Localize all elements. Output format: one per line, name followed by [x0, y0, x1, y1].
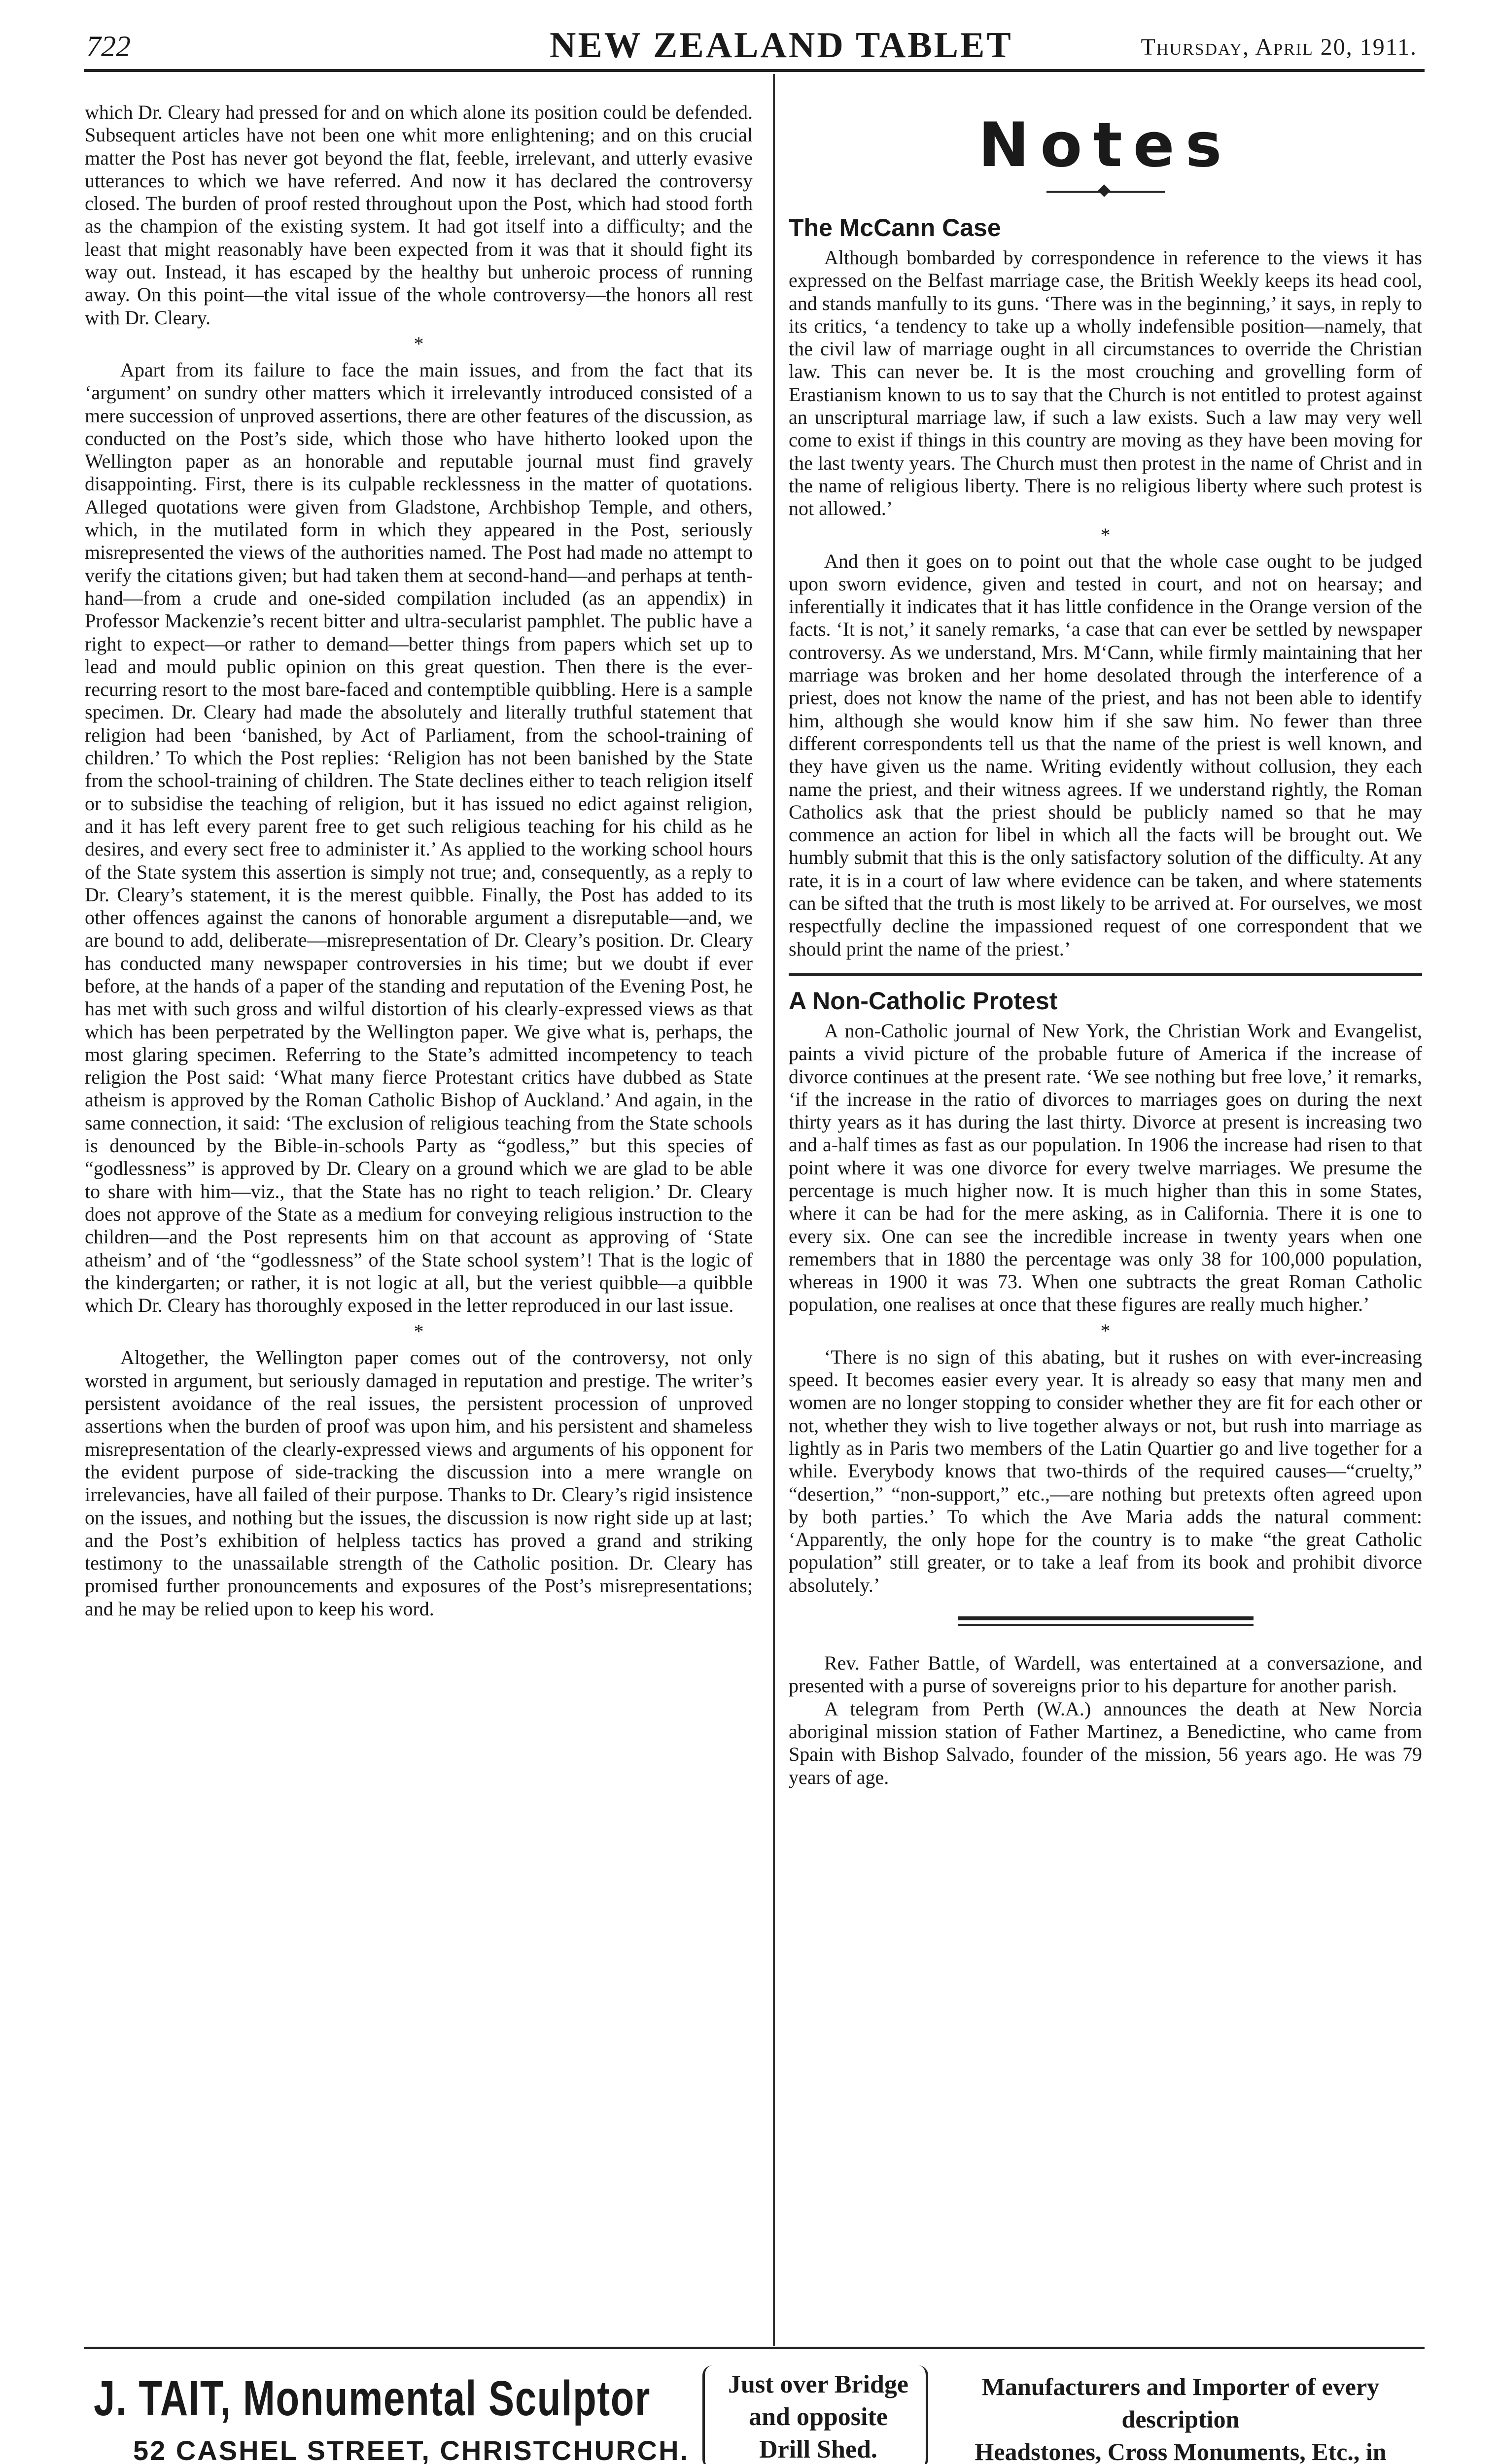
left-column	[85, 101, 753, 1620]
issue-date: Thursday, April 20, 1911.	[1141, 34, 1417, 60]
ad-description-line: Manufacturers and Importer of every description	[981, 2373, 1380, 2433]
page-header	[86, 20, 1417, 74]
ad-address: 52 CASHEL STREET, CHRISTCHURCH.	[133, 2435, 690, 2464]
section-heading-protest: A Non-Catholic Protest	[789, 987, 1058, 1015]
ad-location-line: and opposite	[749, 2403, 888, 2431]
right-brace	[917, 2365, 928, 2464]
header-rule	[84, 69, 1425, 72]
section-asterisk: *	[414, 332, 424, 355]
advertisement-rule	[84, 2347, 1425, 2349]
title-ornament	[1046, 186, 1165, 196]
ad-location	[720, 2368, 917, 2464]
section-rule	[789, 973, 1422, 976]
mccann-paragraph-2: And then it goes on to point out that the whole case ought to be judged upon sworn evidence, given and tested in court, and not on hearsay; and inferentially it indicates that it has little confidence in the Orange version of the facts. ‘It is not,’ it sanely remarks, ‘a case that can ever be settled by newspaper controversy. As we understand, Mrs. M‘Cann, while firmly maintaining that her marriage was broken and her home desolated through the interference of a priest, does not know the name of the priest, and has not been able to identify him, although she would know him if she saw him. No fewer than three different correspondents tell us that the name of the priest is well known, and they have given us the name. Writing evidently without collusion, they each name the priest, and their witness agrees. If we understand rightly, the Roman Catholics ask that the priest should be publicly named so that he may commence an action for libel in which all the facts will be brought out. We humbly submit that this is the only satisfactory solution of the difficulty. At any rate, it is in a court of law where evidence can be taken, and where statements can be sifted that the truth is most likely to be arrived at. For ourselves, we most respectfully decline the impassioned request of one correspondent that we should print the name of the priest.’	[789, 549, 1422, 960]
ad-description	[937, 2370, 1425, 2464]
ad-location-line: Drill Shed.	[759, 2435, 877, 2464]
left-paragraph-2: Apart from its failure to face the main issues, and from the fact that its ‘argument’ on sundry other matters which it irrelevantly introduced consisted of a mere succession of unproved assertions, there are other features of the discussion, as conducted on the Post’s side, which those who have hitherto looked upon the Wellington paper as an honorable and reputable journal must find gravely disappointing. First, there is its culpable recklessness in the matter of quotations. Alleged quotations were given from Gladstone, Archbishop Temple, and others, which, in the mutilated form in which they appeared in the Post, seriously misrepresented the views of the authorities named. The Post had made no attempt to verify the citations given; but had taken them at second-hand—and perhaps at tenth-hand—from a crude and one-sided compilation included (as an appendix) in Professor Mackenzie’s recent bitter and ultra-secularist pamphlet. The public have a right to expect—or rather to demand—better things from papers which set up to lead and mould public opinion on this great question. Then there is the ever-recurring resort to the most bare-faced and contemptible quibbling. Here is a sample specimen. Dr. Cleary had made the absolutely and literally truthful statement that religion had been ‘banished, by Act of Parliament, from the school-training of children.’ To which the Post replies: ‘Religion has not been banished by the State from the school-training of children. The State declines either to teach religion itself or to subsidise the teaching of religion, but it has issued no edict against religion, and it has left every parent free to get such religious teaching for his child as he desires, and every sect free to administer it.’ As applied to the working school hours of the State system this assertion is simply not true; and, consequently, as a reply to Dr. Cleary’s statement, it is the merest quibble. Finally, the Post has added to its other offences against the canons of honorable argument a disreputable—and, we are bound to add, deliberate—misrepresentation of Dr. Cleary’s position. Dr. Cleary has conducted many newspaper controversies in his time; but we doubt if ever before, at the hands of a paper of the standing and reputation of the Evening Post, he has met with such gross and wilful distortion of his clearly-expressed views as that which has been perpetrated by the Wellington paper. We give what is, perhaps, the most glaring specimen. Referring to the State’s admitted incompetency to teach religion the Post said: ‘What many fierce Protestant critics have dubbed as State atheism is approved by the Roman Catholic Bishop of Auckland.’ And again, in the same connection, it said: ‘The exclusion of religious teaching from the State schools is denounced by the Bible-in-schools Party as “godless,” but this species of “godlessness” is approved by Dr. Cleary on a ground which we are glad to be able to share with him—viz., that the State has no right to teach religion.’ Dr. Cleary does not approve of the State as a medium for conveying religious instruction to the children—and the Post represents him on that account as approving of ‘State atheism’ and of ‘the “godlessness” of the State school system’! That is the logic of the kindergarten; or rather, it is not logic at all, but the veriest quibble—a quibble which Dr. Cleary has thoroughly exposed in the letter reproduced in our last issue.	[85, 358, 753, 1317]
ad-business-name: J. TAIT, Monumental Sculptor	[94, 2371, 651, 2426]
ad-location-line: Just over Bridge	[728, 2370, 908, 2398]
protest-paragraph-1: A non-Catholic journal of New York, the Christian Work and Evangelist, paints a vivid picture of the probable future of America if the increase of divorce continues at the present rate. ‘We see nothing but free love,’ it remarks, ‘if the increase in the ratio of divorces to marriages goes on during the next thirty years as it has during the last thirty. Divorce at present is increasing two and a-half times as fast as our population. In 1906 the increase had risen to that point where it was one divorce for every twelve marriages. We presume the percentage is much higher now. It is much higher than this in some States, where it can be had for the mere asking, as in California. There it is one to every six. One can see the incredible increase in twenty years when one remembers that in 1880 the percentage was only 38 for 100,000 population, whereas in 1900 it was 73. When one subtracts the great Roman Catholic population, one realises at once that these figures are really much higher.’	[789, 1019, 1422, 1316]
left-paragraph-3: Altogether, the Wellington paper comes out of the controversy, not only worsted in argument, but seriously damaged in reputation and prestige. The writer’s persistent avoidance of the real issues, the persistent procession of unproved assertions when the burden of proof was upon him, and his persistent and shameless misrepresentation of the clearly-expressed views and arguments of his opponent for the evident purpose of side-tracking the discussion into a mere wrangle on irrelevancies, have all failed of their purpose. Thanks to Dr. Cleary’s rigid insistence on the issues, and nothing but the issues, the discussion is now right side up at last; and the Post’s exhibition of helpless tactics has proved a grand and striking testimony to the unassailable strength of the Catholic position. Dr. Cleary has promised further pronouncements and exposures of the Post’s misrepresentations; and he may be relied upon to keep his word.	[85, 1346, 753, 1620]
ad-description-line: Headstones, Cross Monuments, Etc., in	[975, 2438, 1387, 2464]
news-separator-rule	[958, 1616, 1254, 1626]
section-asterisk: *	[414, 1320, 424, 1343]
protest-paragraph-2: ‘There is no sign of this abating, but it rushes on with ever-increasing speed. It becomes easier every year. It is already so easy that many men and women are no longer stopping to consider whether they are fit for each other or not, whether they wish to live together always or not, but rush into marriage as lightly as in Paris two members of the Latin Quartier go and live together for a while. Everybody knows that two-thirds of the required causes—“cruelty,” “desertion,” “non-support,” etc.,—are nothing but pretexts often agreed upon by both parties.’ To which the Ave Maria adds the natural comment: ‘Apparently, the only hope for the country is to make “the great Catholic population” still greater, or to take a leaf from its book and prohibit divorce absolutely.’	[789, 1345, 1422, 1596]
advertisement	[84, 2361, 1425, 2464]
section-asterisk: *	[1100, 1319, 1111, 1342]
mccann-paragraph-1: Although bombarded by correspondence in reference to the views it has expressed on the Belfast marriage case, the British Weekly keeps its head cool, and stands manfully to its guns. ‘There was in the beginning,’ it says, in reply to its critics, ‘a tendency to take up a wholly indefensible position—namely, that the civil law of marriage ought in all circumstances to override the Christian law. This can never be. It is the most crouching and grovelling form of Erastianism known to us to say that the Church is not entitled to protest against an unscriptural marriage law, if such a law exists. Such a law may very well come to exist if things in this country are moving as they have been moving for the last twenty years. The Church must then protest in the name of Christ and in the name of religious liberty. There is no religious liberty where such protest is not allowed.’	[789, 246, 1422, 520]
notes-title: Notes	[978, 110, 1233, 181]
left-paragraph-1: which Dr. Cleary had pressed for and on which alone its position could be defended. Subsequent articles have not been one whit more enlightening; and on this crucial matter the Post has never got beyond the flat, feeble, irrelevant, and utterly evasive utterances to which we have referred. And now it has declared the controversy closed. The burden of proof rested throughout upon the Post, which had stood forth as the champion of the existing system. It had got itself into a difficulty; and the least that might reasonably have been expected from it was that it should fight its way out. Instead, it has escaped by the healthy but unheroic process of running away. On this point—the vital issue of the whole controversy—the honors all rest with Dr. Cleary.	[85, 101, 753, 329]
masthead-title: NEW ZEALAND TABLET	[550, 25, 1013, 66]
section-heading-mccann: The McCann Case	[789, 214, 1001, 241]
section-asterisk: *	[1100, 523, 1111, 546]
column-divider	[773, 74, 775, 2346]
news-item-martinez: A telegram from Perth (W.A.) announces the death at New Norcia aboriginal mission station of Father Martinez, a Benedictine, who came from Spain with Bishop Salvado, founder of the mission, 56 years ago. He was 79 years of age.	[789, 1697, 1422, 1788]
page-number: 722	[86, 30, 131, 63]
news-item-battle: Rev. Father Battle, of Wardell, was entertained at a conversazione, and presented with a purse of sovereigns prior to his departure for another parish.	[789, 1652, 1422, 1697]
left-brace	[702, 2365, 714, 2464]
right-column	[789, 99, 1422, 1789]
